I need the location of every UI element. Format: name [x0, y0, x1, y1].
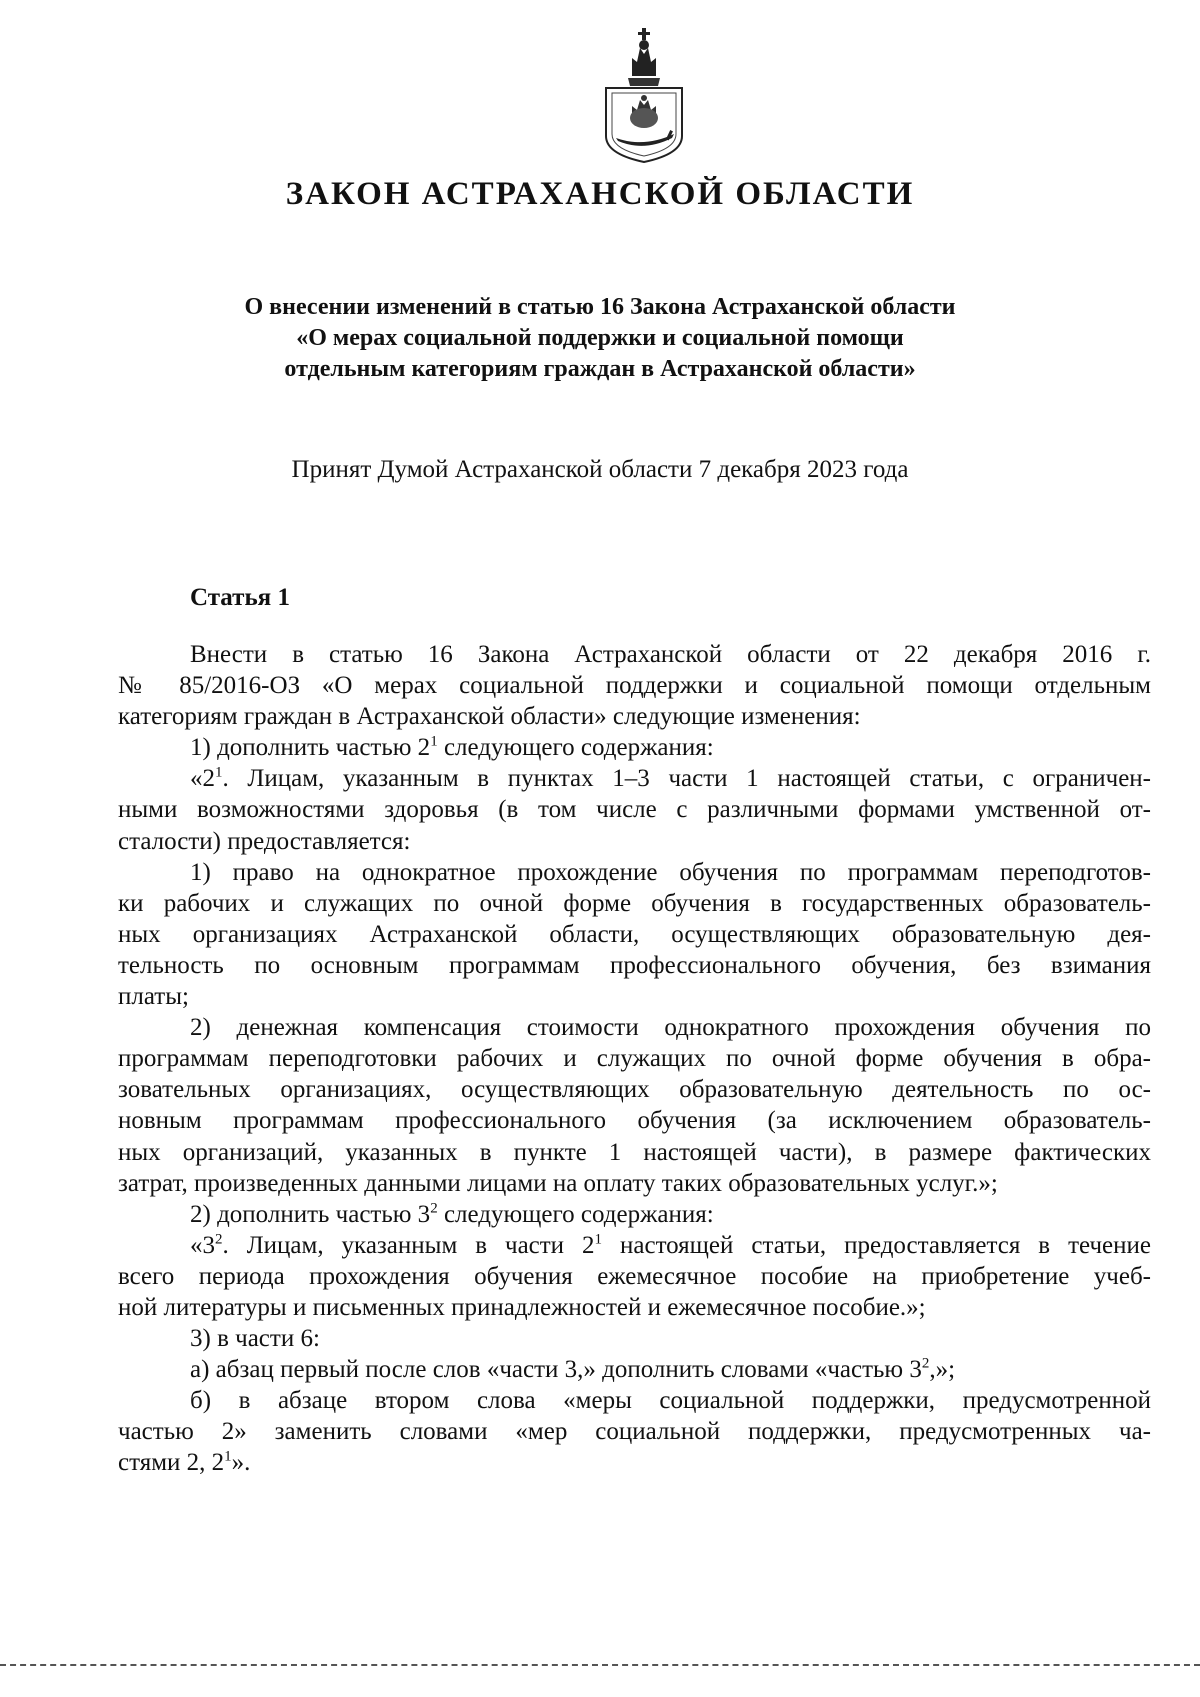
body-line: затрат, произведенных данными лицами на оплату таких образовательных услуг.»; [118, 1169, 998, 1197]
body-line: программам переподготовки рабочих и служащих по очной форме обучения в обра- [118, 1045, 1151, 1073]
adoption-note: Принят Думой Астраханской области 7 декабря 2023 года [291, 456, 909, 483]
body-line: категориям граждан в Астраханской области» следующие изменения: [118, 703, 861, 731]
body-line: всего периода прохождения обучения ежемесячное пособие на приобретение учеб- [118, 1262, 1151, 1290]
body-line: ных организациях Астраханской области, осуществляющих образовательную дея- [118, 920, 1151, 948]
body-line: Внести в статью 16 Закона Астраханской области от 22 декабря 2016 г. [190, 641, 1151, 668]
subtitle-line: отдельным категориям граждан в Астраханской области» [284, 356, 916, 382]
body-line: б) в абзаце втором слова «меры социальной поддержки, предусмотренной [190, 1387, 1151, 1415]
body-line: платы; [118, 983, 189, 1011]
body-line: «$3^2$. Лицам, указанным в части $2^1$ настоящей статьи, предоставляется в течение [190, 1231, 1151, 1259]
coat-of-arms-icon [598, 14, 690, 164]
body-line: а) абзац первый после слов «части 3,» дополнить словами «частью $3^2$,»; [190, 1355, 956, 1384]
body-line: ными возможностями здоровья (в том числе с различными формами умственной от- [118, 796, 1151, 824]
body-line: ки рабочих и служащих по очной форме обучения в государственных образователь- [118, 889, 1151, 917]
body-line: 1) право на однократное прохождение обучения по программам переподготов- [190, 858, 1151, 886]
subtitle-line: О внесении изменений в статью 16 Закона Астраханской области [244, 294, 956, 320]
body-line: ной литературы и письменных принадлежностей и ежемесячное пособие.»; [118, 1293, 926, 1321]
body-line: № 85/2016-ОЗ «О мерах социальной поддержки и социальной помощи отдельным [118, 672, 1151, 700]
body-line: стями 2, $2^1$». [118, 1449, 251, 1477]
body-line: тельность по основным программам профессионального обучения, без взимания [118, 951, 1151, 979]
body-line: ных организаций, указанных в пункте 1 настоящей части), в размере фактических [118, 1138, 1151, 1166]
subtitle-line: «О мерах социальной поддержки и социальной помощи [296, 325, 904, 351]
scan-edge-divider [0, 1664, 1200, 1666]
article-heading: Статья 1 [190, 584, 290, 611]
body-line: «$2^1$. Лицам, указанным в пунктах 1–3 части 1 настоящей статьи, с ограничен- [190, 765, 1151, 793]
body-line: новным программам профессионального обучения (за исключением образователь- [118, 1107, 1151, 1135]
body-line: 2) денежная компенсация стоимости однократного прохождения обучения по [190, 1014, 1151, 1042]
body-line: 1) дополнить частью $2^1$ следующего содержания: [190, 733, 714, 762]
body-line: сталости) предоставляется: [118, 827, 411, 855]
body-line: зовательных организациях, осуществляющих образовательную деятельность по ос- [118, 1076, 1151, 1104]
law-subtitle [150, 292, 1050, 385]
article-body [118, 639, 1151, 1479]
document-title: ЗАКОН АСТРАХАНСКОЙ ОБЛАСТИ [285, 176, 915, 212]
body-line: 2) дополнить частью $3^2$ следующего содержания: [190, 1200, 714, 1228]
body-line: частью 2» заменить словами «мер социальной поддержки, предусмотренных ча- [118, 1418, 1151, 1446]
body-line: 3) в части 6: [190, 1325, 320, 1353]
